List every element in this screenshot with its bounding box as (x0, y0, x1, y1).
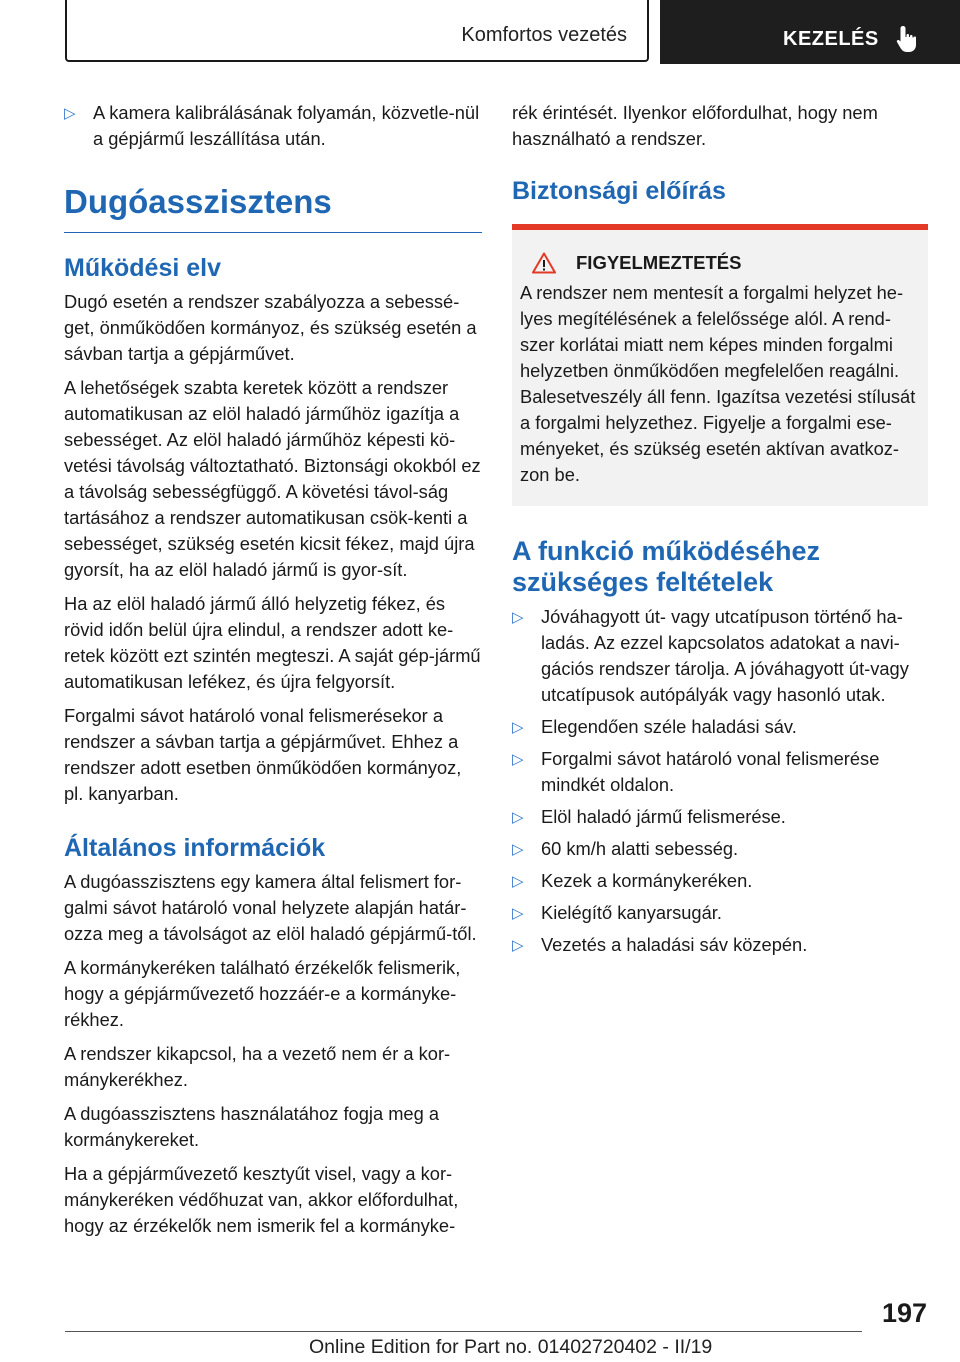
list-item-text: Elegendően széle haladási sáv. (541, 716, 797, 737)
heading-altalanos-informaciok: Általános információk (64, 834, 326, 862)
paragraph: Ha az elöl haladó jármű álló helyzetig fékez, és rövid időn belül újra elindul, a rendszer adott ke-retek között ezt szintén megteszi. A saját gép-jármű automatikusan lefékez, és újra felgyorsít. (64, 593, 481, 692)
chapter-title: KEZELÉS (783, 28, 879, 50)
heading-mukodesi-elv: Működési elv (64, 254, 221, 282)
triangle-bullet-icon: ▷ (512, 751, 524, 768)
paragraph: Forgalmi sávot határoló vonal felismerésekor a rendszer a sávban tartja a gépjárművet. Ehhez a rendszer adott esetben önműködően kormányoz, pl. kanyarban. (64, 705, 462, 804)
list-item-text: Kielégítő kanyarsugár. (541, 902, 722, 923)
chapter-tab (660, 0, 960, 64)
conditions-list (512, 604, 928, 958)
list-item (512, 868, 928, 894)
triangle-bullet-icon: ▷ (512, 719, 524, 736)
edition-info: Online Edition for Part no. 01402720402 - II/19 (309, 1336, 713, 1358)
warning-text: A rendszer nem mentesít a forgalmi helyzet he-lyes megítélésének a felelőssége alól. A rend-szer korlátai miatt nem képes minden forgalmi helyzetben önműködően megfelelően reagálni. Balesetveszély áll fenn. Igazítsa vezetési stílusát a forgalmi helyzethez. Figyelje a forgalmi ese-ményeket, és szükség esetén aktívan avatkoz-zon be. (520, 282, 916, 485)
warning-box (512, 224, 928, 506)
list-item (64, 100, 482, 152)
triangle-bullet-icon: ▷ (64, 105, 76, 122)
list-item-text: Vezetés a haladási sáv közepén. (541, 934, 808, 955)
list-item (512, 804, 928, 830)
paragraph: Ha a gépjárművezető kesztyűt visel, vagy a kor-mánykeréken védőhuzat van, akkor előfordulhat, hogy az érzékelők nem ismerik fel a kormányke- (64, 1163, 459, 1236)
list-item (512, 714, 928, 740)
heading-feltetelek: A funkció működéséhez szükséges feltételek (512, 536, 821, 597)
heading-biztonsagi-eloiras: Biztonsági előírás (512, 177, 726, 205)
list-item (512, 604, 928, 708)
section-title: Komfortos vezetés (461, 24, 627, 46)
warning-header (520, 252, 920, 274)
triangle-bullet-icon: ▷ (512, 809, 524, 826)
paragraph: A kormánykeréken található érzékelők felismerik, hogy a gépjárművezető hozzáér-e a kormányke-rékhez. (64, 957, 461, 1030)
paragraph: A rendszer kikapcsol, ha a vezető nem ér a kor-mánykerékhez. (64, 1043, 451, 1090)
triangle-bullet-icon: ▷ (512, 609, 524, 626)
paragraph: Dugó esetén a rendszer szabályozza a sebessé-get, önműködően kormányoz, és szükség esetén a sávban tartja a gépjárművet. (64, 291, 477, 364)
page-header (0, 0, 960, 66)
hand-pointer-icon (894, 24, 920, 54)
section-tab (65, 0, 649, 62)
triangle-bullet-icon: ▷ (512, 937, 524, 954)
triangle-bullet-icon: ▷ (512, 873, 524, 890)
triangle-bullet-icon: ▷ (512, 905, 524, 922)
list-item-text: Kezek a kormánykeréken. (541, 870, 753, 891)
list-item-text: Jóváhagyott út- vagy utcatípuson történő ha-ladás. Az ezzel kapcsolatos adatokat a navi-gációs rendszer tárolja. A jóváhagyott út-vagy utcatípusok autópályák vagy hasonló utak. (541, 606, 909, 705)
list-item-text: 60 km/h alatti sebesség. (541, 838, 739, 859)
paragraph: A dugóasszisztens használatához fogja meg a kormánykereket. (64, 1103, 440, 1150)
page-title: Dugóasszisztens (64, 182, 482, 233)
list-item (512, 746, 928, 798)
list-item-text: Elöl haladó jármű felismerése. (541, 806, 786, 827)
triangle-bullet-icon: ▷ (512, 841, 524, 858)
warning-triangle-icon (532, 252, 556, 274)
page-number: 197 (881, 1298, 927, 1328)
left-column (64, 100, 482, 1247)
list-item (512, 900, 928, 926)
paragraph: rék érintését. Ilyenkor előfordulhat, hogy nem használható a rendszer. (512, 102, 878, 149)
list-item (512, 932, 928, 958)
right-column (512, 100, 928, 964)
paragraph: A dugóasszisztens egy kamera által felismert for-galmi sávot határoló vonal helyzete alapján határ-ozza meg a távolságot az elöl haladó gépjármű-től. (64, 871, 477, 944)
warning-label: FIGYELMEZTETÉS (576, 252, 742, 273)
list-item (512, 836, 928, 862)
paragraph: A lehetőségek szabta keretek között a rendszer automatikusan az elöl haladó járműhöz igazítja a sebességet. Az elöl haladó járműhöz képesti kö-vetési távolság változtatható. Biztonsági okokból ez a távolság sebességfüggő. A követési távol-ság tartásához a rendszer automatikusan csök-kenti a sebességet, szükség esetén kicsit fékez, majd újra gyorsít, ha az elöl haladó jármű is gyor-sít. (64, 377, 481, 580)
list-item-text: Forgalmi sávot határoló vonal felismerése mindkét oldalon. (541, 748, 880, 795)
list-item-text: A kamera kalibrálásának folyamán, közvetle-nül a gépjármű leszállítása után. (93, 102, 480, 149)
footer-divider (65, 1331, 862, 1332)
